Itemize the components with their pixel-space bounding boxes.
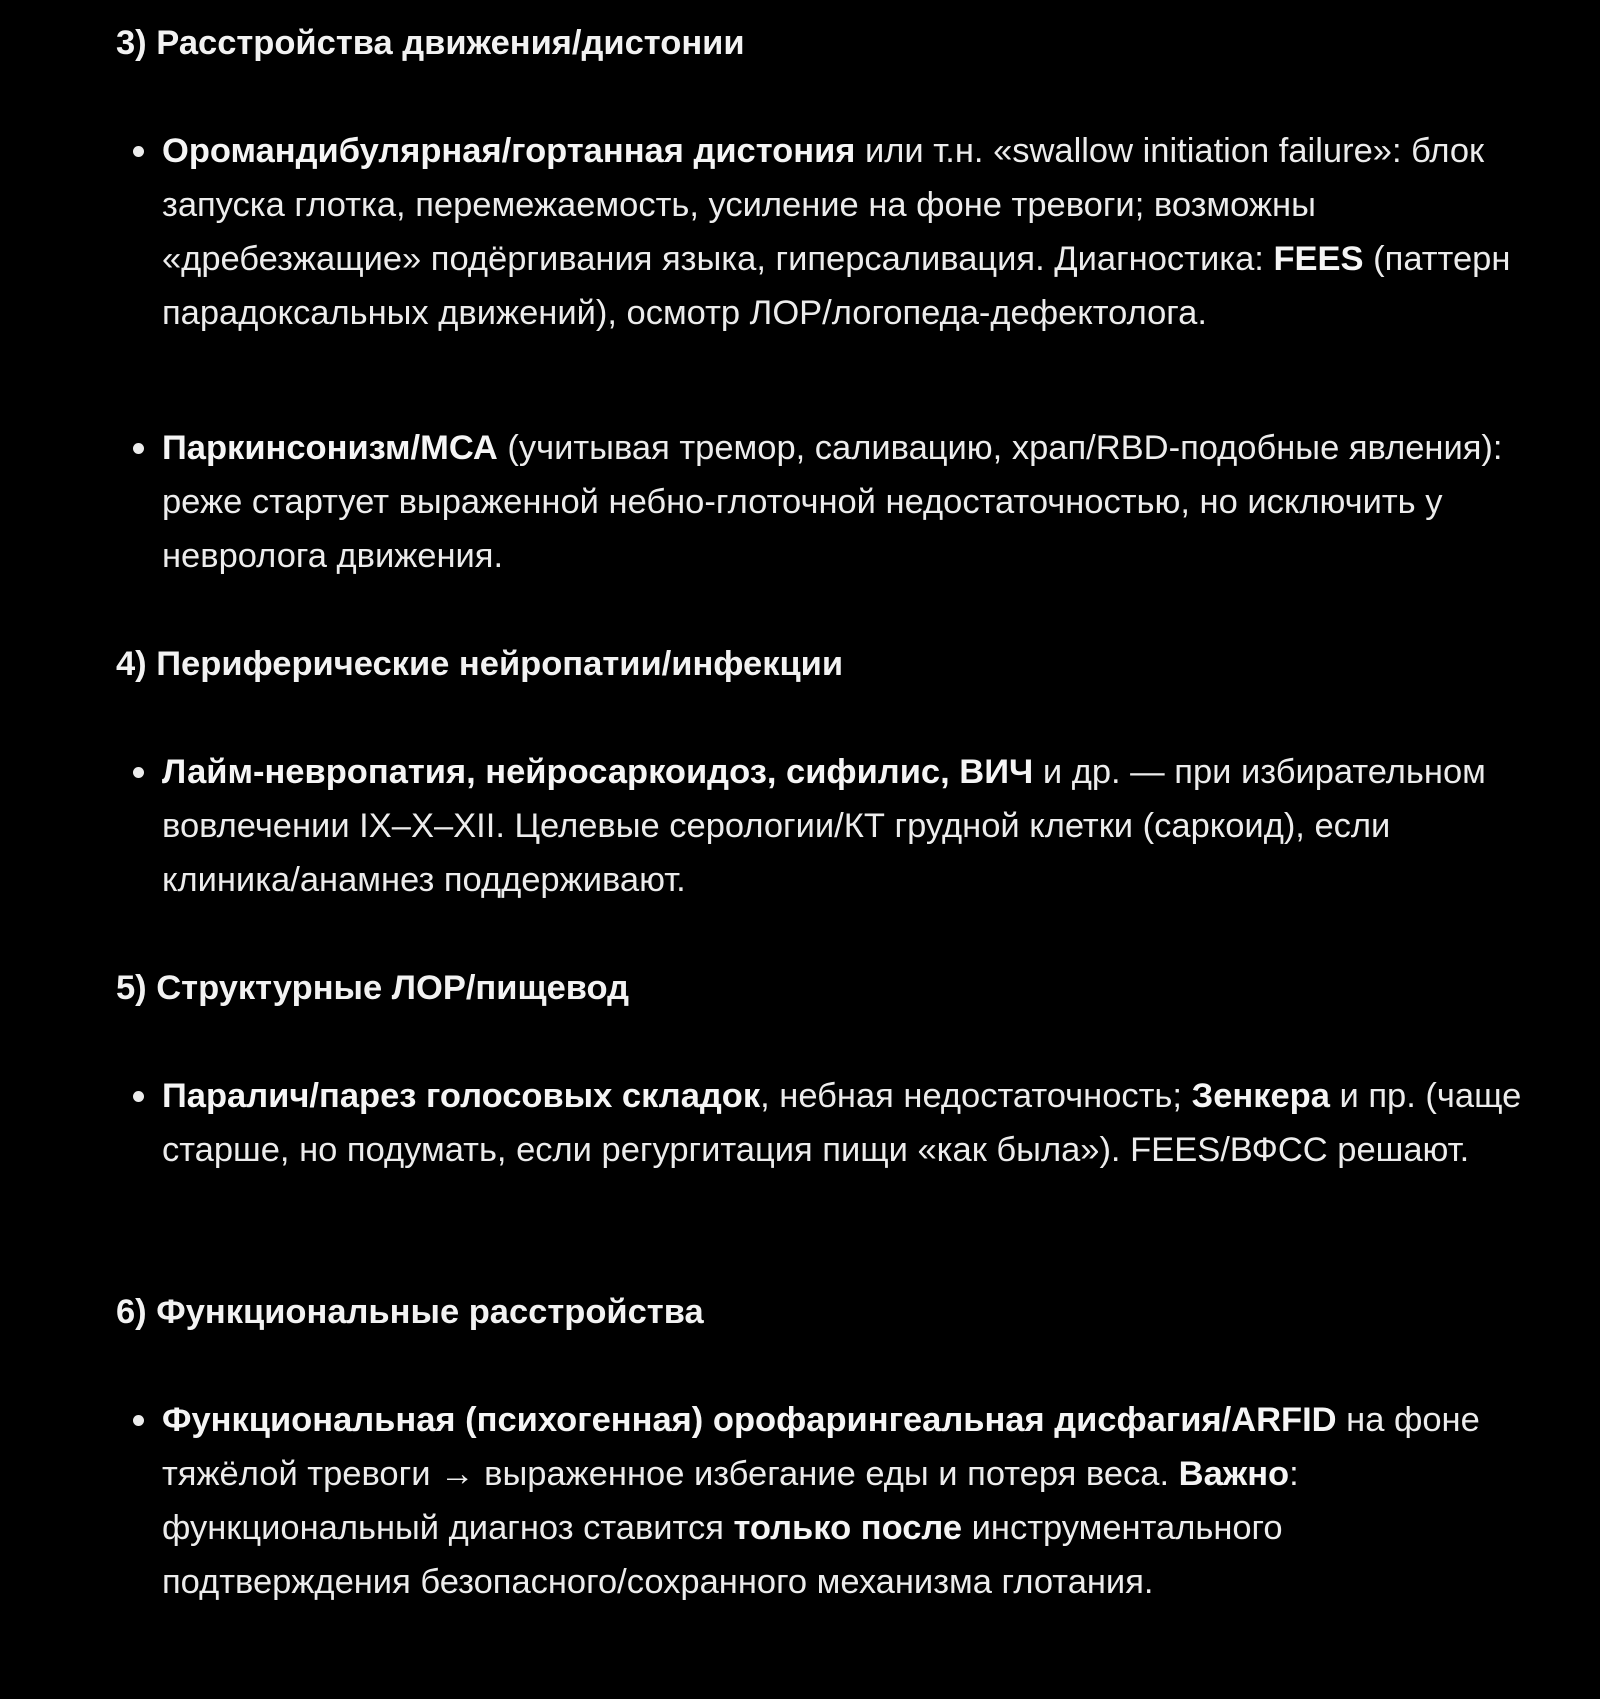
item-bold-text: Важно — [1178, 1455, 1290, 1493]
section-heading-movement-disorders: 3) Расстройства движения/дистонии — [116, 24, 745, 62]
section-heading-functional: 6) Функциональные расстройства — [116, 1293, 704, 1331]
item-bold-text: Лайм-невропатия, нейросаркоидоз, сифилис, ВИЧ — [162, 753, 1034, 791]
list-item-functional-dysphagia — [162, 1393, 1522, 1609]
list-item-parkinsonism — [162, 421, 1522, 583]
item-bold-text: Паркинсонизм/МСА — [162, 429, 498, 467]
item-text: и пр. (чаще старше, но подумать, если регургитация пищи «как была»). FEES/ВФСС решают. — [162, 1077, 1522, 1169]
item-text: и др. — при избирательном вовлечении IX–X–XII. Целевые серологии/КТ грудной клетки (саркоид), если клиника/анамнез поддерживают. — [162, 753, 1486, 899]
section-heading-structural: 5) Структурные ЛОР/пищевод — [116, 969, 630, 1007]
item-text: (паттерн парадоксальных движений), осмотр ЛОР/логопеда-дефектолога. — [162, 240, 1511, 332]
list-item-vocal-fold-paralysis — [162, 1069, 1522, 1177]
item-bold-text: только после — [733, 1509, 963, 1547]
item-text: или т.н. «swallow initiation failure»: блок запуска глотка, перемежаемость, усиление на фоне тревоги; возможны «дребезжащие» подёргивания языка, гиперсаливация. Диагностика: — [162, 132, 1485, 278]
item-text: , небная недостаточность; — [760, 1077, 1192, 1115]
item-text: инструментального подтверждения безопасного/сохранного механизма глотания. — [162, 1509, 1283, 1601]
item-bold-text: Зенкера — [1191, 1077, 1330, 1115]
list-item-lyme-neuropathy — [162, 745, 1522, 907]
list-item-oromandibular-dystonia — [162, 124, 1522, 340]
item-text: (учитывая тремор, саливацию, храп/RBD-подобные явления): реже стартует выраженной небно-глоточной недостаточностью, но исключить у невролога движения. — [162, 429, 1503, 575]
item-bold-text: Оромандибулярная/гортанная дистония — [162, 132, 856, 170]
item-bold-text: Паралич/парез голосовых складок — [162, 1077, 761, 1115]
item-bold-text: Функциональная (психогенная) орофарингеальная дисфагия/ARFID — [162, 1401, 1337, 1439]
item-text: на фоне тяжёлой тревоги → выраженное избегание еды и потеря веса. — [162, 1401, 1480, 1493]
item-bold-text: FEES — [1273, 240, 1364, 278]
item-text: : функциональный диагноз ставится — [162, 1455, 1299, 1547]
section-heading-neuropathies: 4) Периферические нейропатии/инфекции — [116, 645, 844, 683]
